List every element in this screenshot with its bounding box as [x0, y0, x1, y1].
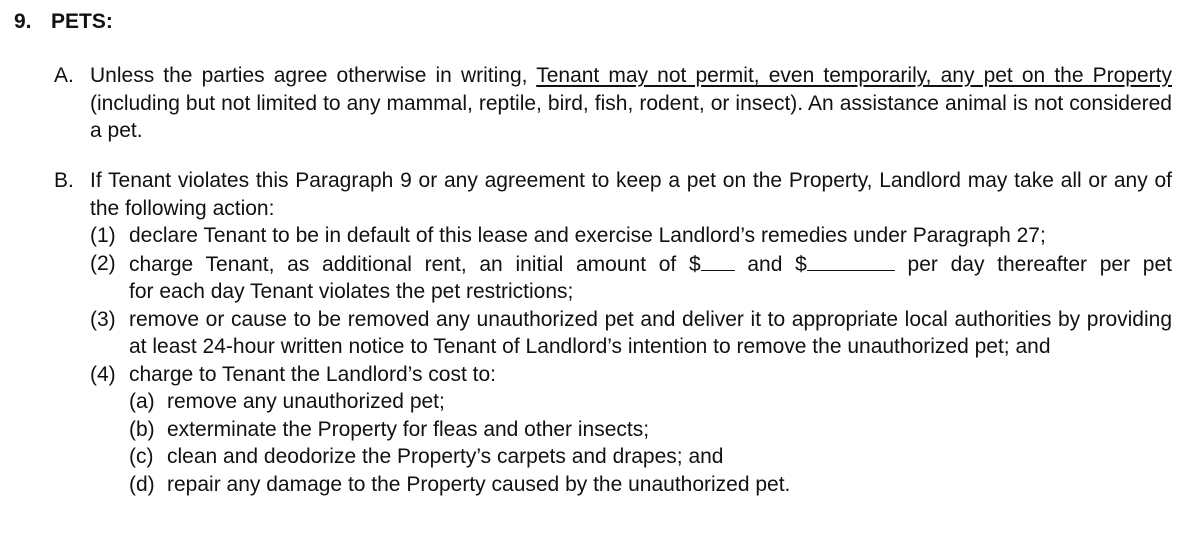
- list-item-label: (3): [90, 307, 116, 331]
- paragraph-a-underlined-clause: Tenant may not permit, even temporarily, any pet on the Property: [536, 64, 1172, 87]
- daily-amount-blank[interactable]: [807, 250, 895, 271]
- sub-list-item-text: remove any unauthorized pet;: [167, 390, 445, 413]
- list-item-text: declare Tenant to be in default of this lease and exercise Landlord’s remedies under Paragraph 27;: [129, 224, 1046, 247]
- list-item-3: [90, 306, 1172, 361]
- sub-list-item-text: repair any damage to the Property caused by the unauthorized pet.: [167, 472, 791, 496]
- sub-list-item-b: [129, 416, 1172, 444]
- rent-charge-text-1: charge Tenant, as additional rent, an initial amount of $: [129, 252, 701, 276]
- sub-list-item-c: [129, 443, 1172, 471]
- paragraph-b-label: B.: [54, 169, 74, 192]
- rent-charge-text-4: for each day Tenant violates the pet restrictions;: [129, 280, 574, 303]
- initial-amount-blank[interactable]: [701, 250, 735, 271]
- section-title: PETS:: [51, 10, 113, 33]
- list-item-4: [90, 361, 1172, 389]
- sub-list-item-text: exterminate the Property for fleas and other insects;: [167, 417, 650, 441]
- sub-list-item-label: (c): [129, 445, 154, 468]
- list-item-1: [90, 222, 1172, 250]
- paragraph-b: [54, 167, 1172, 498]
- paragraph-b-body: [90, 167, 1172, 498]
- sub-list-item-text: clean and deodorize the Property’s carpets and drapes; and: [167, 445, 724, 468]
- list-item-text: [129, 250, 1172, 306]
- sub-list-item-label: (b): [129, 417, 155, 441]
- list-item-text: charge to Tenant the Landlord’s cost to:: [129, 362, 496, 386]
- list-item-text: remove or cause to be removed any unauthorized pet and deliver it to appropriate local authorities by providing at least 24-hour written notice to Tenant of Landlord’s intention to remove the unauthorized pet; and: [129, 307, 1172, 358]
- paragraph-a-body: [90, 62, 1172, 145]
- sub-list-item-d: [129, 471, 1172, 499]
- sub-list-item-a: [129, 388, 1172, 416]
- sub-list-item-label: (a): [129, 390, 155, 413]
- sub-list: [129, 388, 1172, 498]
- paragraph-a: [54, 62, 1172, 145]
- list-item-2: [90, 250, 1172, 306]
- sub-list-item-label: (d): [129, 472, 155, 496]
- list-item-label: (1): [90, 224, 116, 247]
- rent-charge-line: [129, 250, 1172, 279]
- paragraph-a-text-start: Unless the parties agree otherwise in writing,: [90, 64, 537, 87]
- list-item-label: (4): [90, 362, 116, 386]
- rent-charge-text-2: and $: [734, 252, 807, 276]
- section-heading: [14, 8, 113, 36]
- paragraph-b-intro: If Tenant violates this Paragraph 9 or any agreement to keep a pet on the Property, Landlord may take all or any of the following action:: [90, 169, 1172, 220]
- paragraph-a-text-end: (including but not limited to any mammal, reptile, bird, fish, rodent, or insect). An assistance animal is not considered a pet.: [90, 91, 1172, 142]
- paragraph-a-label: A.: [54, 64, 74, 87]
- rent-charge-text-3: per day thereafter per pet: [894, 252, 1172, 276]
- section-number: 9.: [14, 10, 32, 33]
- list-item-label: (2): [90, 251, 116, 275]
